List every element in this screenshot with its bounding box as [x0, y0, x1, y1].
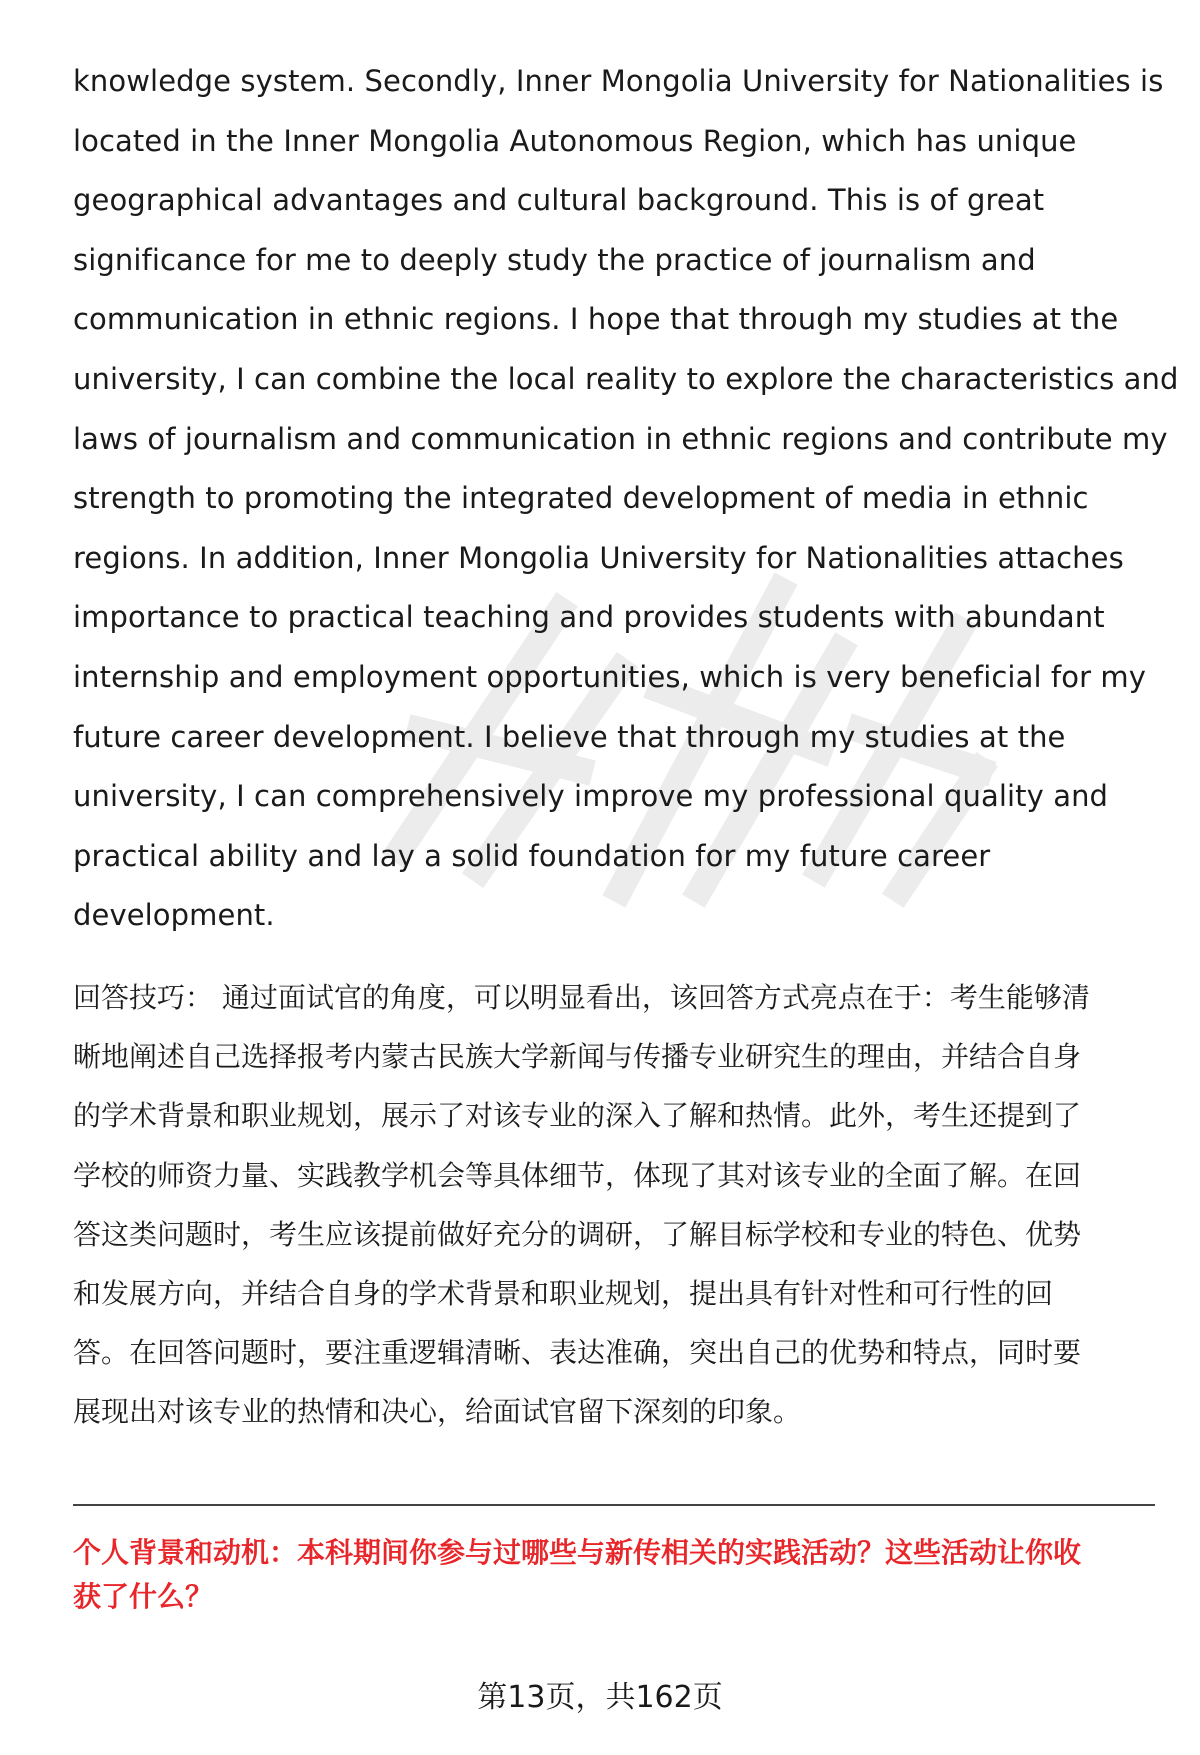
answer-line: strength to promoting the integrated development of media in ethnic — [73, 481, 1089, 516]
tips-line: 展现出对该专业的热情和决心，给面试官留下深刻的印象。 — [73, 1395, 802, 1429]
tips-line: 学校的师资力量、实践教学机会等具体细节，体现了其对该专业的全面了解。在回 — [73, 1158, 1082, 1192]
answer-line: regions. In addition, Inner Mongolia University for Nationalities attaches — [73, 540, 1124, 575]
question-line: 个人背景和动机：本科期间你参与过哪些与新传相关的实践活动？这些活动让你收 — [73, 1536, 1082, 1569]
answer-line: geographical advantages and cultural background. This is of great — [73, 183, 1045, 218]
section-divider — [73, 1504, 1155, 1506]
answer-line: internship and employment opportunities, which is very beneficial for my — [73, 659, 1147, 694]
answer-line: communication in ethnic regions. I hope that through my studies at the — [73, 302, 1119, 337]
tips-line: 的学术背景和职业规划，展示了对该专业的深入了解和热情。此外，考生还提到了 — [73, 1099, 1082, 1133]
answer-line: importance to practical teaching and provides students with abundant — [73, 600, 1105, 635]
answer-line: practical ability and lay a solid foundation for my future career — [73, 838, 991, 873]
answer-line: university, I can combine the local reality to explore the characteristics and — [73, 361, 1179, 396]
page-content — [73, 52, 1179, 1442]
tips-line: 晰地阐述自己选择报考内蒙古民族大学新闻与传播专业研究生的理由，并结合自身 — [73, 1040, 1082, 1074]
answer-line: located in the Inner Mongolia Autonomous Region, which has unique — [73, 123, 1077, 158]
tips-line: 答这类问题时，考生应该提前做好充分的调研，了解目标学校和专业的特色、优势 — [73, 1217, 1082, 1251]
next-question-heading — [73, 1531, 1155, 1619]
answer-tips-paragraph — [73, 968, 1155, 1442]
answer-line: future career development. I believe that through my studies at the — [73, 719, 1066, 754]
answer-english-paragraph — [73, 52, 1179, 946]
answer-line: knowledge system. Secondly, Inner Mongolia University for Nationalities is — [73, 64, 1164, 98]
tips-line: 和发展方向，并结合自身的学术背景和职业规划，提出具有针对性和可行性的回 — [73, 1276, 1054, 1310]
tips-line: 答。在回答问题时，要注重逻辑清晰、表达准确，突出自己的优势和特点，同时要 — [73, 1336, 1082, 1370]
question-line: 获了什么？ — [73, 1580, 214, 1613]
page-number-footer: 第13页，共162页 — [477, 1680, 723, 1715]
tips-line: 回答技巧： 通过面试官的角度，可以明显看出，该回答方式亮点在于：考生能够清 — [73, 980, 1090, 1014]
answer-line: development. — [73, 898, 275, 933]
answer-line: significance for me to deeply study the practice of journalism and — [73, 242, 1036, 277]
answer-line: laws of journalism and communication in ethnic regions and contribute my — [73, 421, 1168, 456]
answer-line: university, I can comprehensively improve my professional quality and — [73, 779, 1109, 814]
